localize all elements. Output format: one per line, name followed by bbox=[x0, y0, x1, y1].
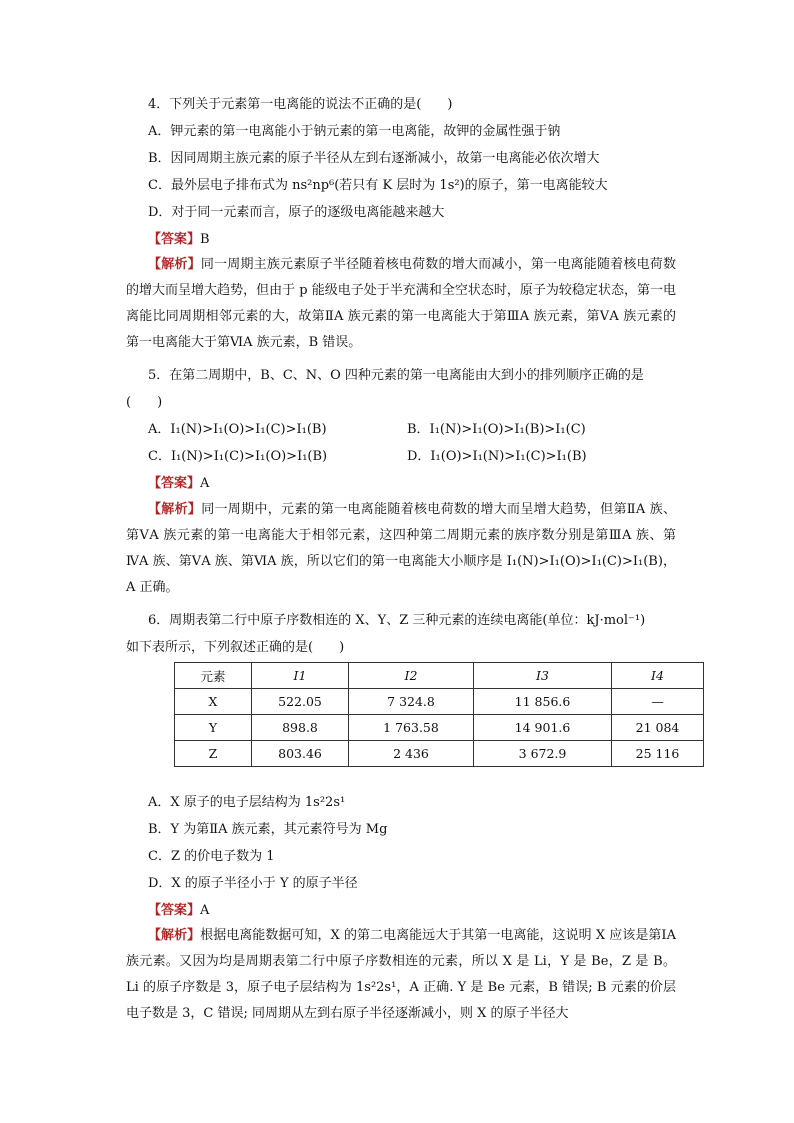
table-cell: 7 324.8 bbox=[349, 689, 474, 715]
question-4-stem: 4．下列关于元素第一电离能的说法不正确的是( ) bbox=[148, 97, 453, 112]
table-cell: 1 763.58 bbox=[349, 715, 474, 741]
table-header-cell: I2 bbox=[349, 663, 474, 689]
table-header-cell: I3 bbox=[474, 663, 612, 689]
table-cell: 21 084 bbox=[612, 715, 704, 741]
table-cell: 11 856.6 bbox=[474, 689, 612, 715]
analysis-text: 根据电离能数据可知，X 的第二电离能远大于其第一电离能，这说明 X 应该是第ⅠA 族元素。又因为均是周期表第二行中原子序数相连的元素，所以 X 是 Li，Y 是 Be，Z 是 B。Li 的原子序数是 3，原子电子层结构为 1s²2s¹，A 正确. Y 是 Be 元素，B 错误; B 元素的价层电子数是 3，C 错误; 同周期从左到右原子半径逐渐减小，则 X 的原子半径大 bbox=[126, 928, 676, 1021]
question-6-stem-line1: 6．周期表第二行中原子序数相连的 X、Y、Z 三种元素的连续电离能(单位：kJ·mol⁻¹) bbox=[148, 613, 646, 628]
question-6-option-a: A．X 原子的电子层结构为 1s²2s¹ bbox=[148, 795, 346, 810]
question-5-answer bbox=[148, 475, 209, 493]
answer-value: A bbox=[200, 476, 210, 491]
table-header-cell: 元素 bbox=[175, 663, 252, 689]
answer-label: 【答案】 bbox=[148, 903, 201, 918]
analysis-label: 【解析】 bbox=[148, 928, 201, 943]
table-row bbox=[175, 689, 704, 715]
table-cell: 522.05 bbox=[252, 689, 349, 715]
answer-value: A bbox=[200, 903, 210, 918]
table-cell: 2 436 bbox=[349, 741, 474, 767]
table-header-cell: I1 bbox=[252, 663, 349, 689]
table-header-row bbox=[175, 663, 704, 689]
question-4-option-a: A．钾元素的第一电离能小于钠元素的第一电离能，故钾的金属性强于钠 bbox=[148, 124, 561, 139]
analysis-text: 同一周期中，元素的第一电离能随着核电荷数的增大而呈增大趋势，但第ⅡA 族、第ⅤA 族元素的第一电离能大于相邻元素，这四种第二周期元素的族序数分别是第ⅢA 族、第ⅣA 族、第ⅤA 族、第ⅥA 族，所以它们的第一电离能大小顺序是 I₁(N)>I₁(O)>I₁(C)>I₁(B)，A 正确。 bbox=[126, 502, 676, 595]
answer-label: 【答案】 bbox=[148, 232, 201, 247]
ionization-energy-table bbox=[174, 662, 704, 767]
table-row bbox=[175, 741, 704, 767]
table-cell: Z bbox=[175, 741, 252, 767]
question-5-option-c: C．I₁(N)>I₁(C)>I₁(O)>I₁(B) bbox=[148, 449, 328, 464]
question-4-option-d: D．对于同一元素而言，原子的逐级电离能越来越大 bbox=[148, 205, 445, 220]
question-5-stem-line2: ( ) bbox=[126, 395, 163, 410]
question-5-option-b: B．I₁(N)>I₁(O)>I₁(B)>I₁(C) bbox=[407, 422, 586, 437]
analysis-text: 同一周期主族元素原子半径随着核电荷数的增大而减小，第一电离能随着核电荷数的增大而呈增大趋势，但由于 p 能级电子处于半充满和全空状态时，原子为较稳定状态，第一电离能比同周期相邻元素的大，故第ⅡA 族元素的第一电离能大于第ⅢA 族元素，第ⅤA 族元素的第一电离能大于第ⅥA 族元素，B 错误。 bbox=[126, 257, 676, 350]
question-4-option-c: C．最外层电子排布式为 ns²np⁶(若只有 K 层时为 1s²)的原子，第一电离能较大 bbox=[148, 178, 608, 193]
table-cell: 14 901.6 bbox=[474, 715, 612, 741]
question-6-analysis bbox=[126, 923, 676, 1027]
question-5-option-d: D．I₁(O)>I₁(N)>I₁(C)>I₁(B) bbox=[407, 449, 587, 464]
question-6-option-d: D．X 的原子半径小于 Y 的原子半径 bbox=[148, 876, 358, 891]
answer-value: B bbox=[200, 232, 210, 247]
answer-label: 【答案】 bbox=[148, 476, 201, 491]
question-5-analysis bbox=[126, 497, 676, 601]
question-6-option-c: C．Z 的价电子数为 1 bbox=[148, 849, 275, 864]
question-6-answer bbox=[148, 902, 209, 920]
question-4-analysis bbox=[126, 252, 676, 356]
table-header-cell: I4 bbox=[612, 663, 704, 689]
question-5-option-a: A．I₁(N)>I₁(O)>I₁(C)>I₁(B) bbox=[148, 422, 327, 437]
table-cell: 3 672.9 bbox=[474, 741, 612, 767]
question-6-option-b: B．Y 为第ⅡA 族元素，其元素符号为 Mg bbox=[148, 822, 388, 837]
table-cell: Y bbox=[175, 715, 252, 741]
table-cell: 803.46 bbox=[252, 741, 349, 767]
question-4-answer bbox=[148, 231, 210, 249]
analysis-label: 【解析】 bbox=[148, 257, 201, 272]
table-cell: — bbox=[612, 689, 704, 715]
analysis-label: 【解析】 bbox=[148, 502, 202, 517]
question-4-option-b: B．因同周期主族元素的原子半径从左到右逐渐减小，故第一电离能必依次增大 bbox=[148, 151, 600, 166]
table-row bbox=[175, 715, 704, 741]
table-cell: X bbox=[175, 689, 252, 715]
table-cell: 898.8 bbox=[252, 715, 349, 741]
table-cell: 25 116 bbox=[612, 741, 704, 767]
question-6-stem-line2: 如下表所示，下列叙述正确的是( ) bbox=[126, 640, 345, 655]
question-5-stem-line1: 5．在第二周期中，B、C、N、O 四种元素的第一电离能由大到小的排列顺序正确的是 bbox=[148, 368, 644, 383]
